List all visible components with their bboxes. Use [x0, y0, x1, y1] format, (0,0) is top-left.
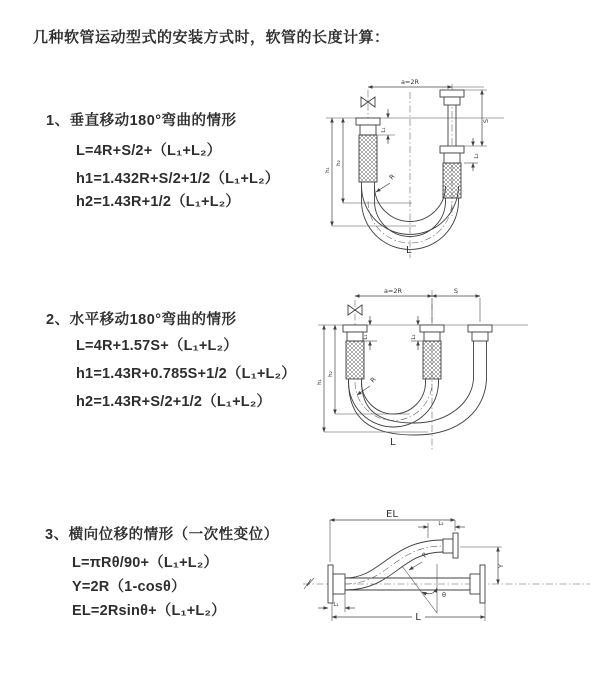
dim-label-h1: h₁ [317, 379, 323, 385]
section-3-formula-length: L=πRθ/90+（L₁+L₂） [72, 555, 219, 571]
section-1-formula-length: L=4R+S/2+（L₁+L₂） [76, 143, 222, 159]
dimension-fitting-right [464, 138, 480, 171]
hose-assembly [343, 325, 492, 435]
section-1-heading: 1、垂直移动180°弯曲的情形 [46, 113, 237, 129]
angle-construction [402, 564, 446, 613]
dimension-fitting-left [378, 109, 395, 144]
dimension-span [368, 78, 484, 87]
dim-label-l1: L₁ [381, 127, 387, 133]
section-2-formula-length: L=4R+1.57S+（L₁+L₂） [76, 338, 238, 354]
dimension-height-inner [328, 325, 410, 414]
dim-label-l1: L₁ [333, 602, 339, 608]
radius-label: R [420, 550, 430, 560]
section-3-heading: 3、横向位移的情形（一次性变位） [45, 527, 279, 543]
break-symbol [304, 578, 314, 589]
dim-label-stroke: S [453, 287, 459, 295]
centerlines [368, 84, 452, 258]
angle-label: θ [442, 591, 446, 599]
diagram-vertical-180-bend [312, 66, 572, 261]
dimension-stroke [432, 287, 480, 322]
length-label: L [406, 245, 412, 256]
dim-label-h1: h₁ [325, 167, 331, 173]
centerlines [355, 290, 432, 450]
page-title: 几种软管运动型式的安装方式时，软管的长度计算： [33, 29, 390, 46]
section-2-heading: 2、水平移动180°弯曲的情形 [46, 312, 237, 328]
hose-assembly [328, 533, 485, 603]
length-label: L [390, 437, 396, 448]
dim-label-el: EL [386, 509, 398, 520]
dimension-fitting-left [318, 595, 355, 612]
dim-label-y: Y [497, 564, 505, 568]
dim-label-stroke: S [482, 118, 490, 124]
diagram-horizontal-180-bend [310, 282, 575, 457]
section-3-formula-el: EL=2Rsinθ+（L₁+L₂） [72, 603, 226, 619]
dim-label-l1: L₁ [363, 334, 369, 340]
radius-callout [376, 172, 397, 192]
section-1-formula-h2: h2=1.43R+1/2（L₁+L₂） [76, 194, 241, 210]
dimension-length [332, 603, 485, 623]
section-1-formula-h1: h1=1.432R+S/2+1/2（L₁+L₂） [76, 171, 280, 187]
dimension-span [355, 287, 432, 296]
radius-label: R [368, 375, 378, 385]
dim-label-l2: L₂ [474, 153, 480, 159]
dimension-fitting-middle [411, 316, 424, 350]
dimension-extended-length [330, 509, 455, 562]
section-3-formula-y: Y=2R（1-cosθ） [72, 579, 186, 595]
section-2-formula-h1: h1=1.43R+0.785S+1/2（L₁+L₂） [76, 366, 296, 382]
dim-label-h2: h₂ [336, 160, 342, 166]
radius-label: R [387, 172, 397, 182]
centerlines [303, 578, 590, 589]
dim-label-h2: h₂ [328, 371, 334, 377]
section-2-formula-h2: h2=1.43R+S/2+1/2（L₁+L₂） [76, 394, 272, 410]
dim-label-l2: L₂ [438, 521, 444, 527]
diagram-lateral-displacement [298, 500, 598, 648]
dimension-fitting-left [363, 316, 377, 350]
length-label: L [415, 612, 421, 623]
dim-label-l2: L₂ [411, 334, 417, 340]
dim-label-span: a=2R [383, 287, 403, 295]
dim-label-span: a=2R [400, 78, 420, 86]
